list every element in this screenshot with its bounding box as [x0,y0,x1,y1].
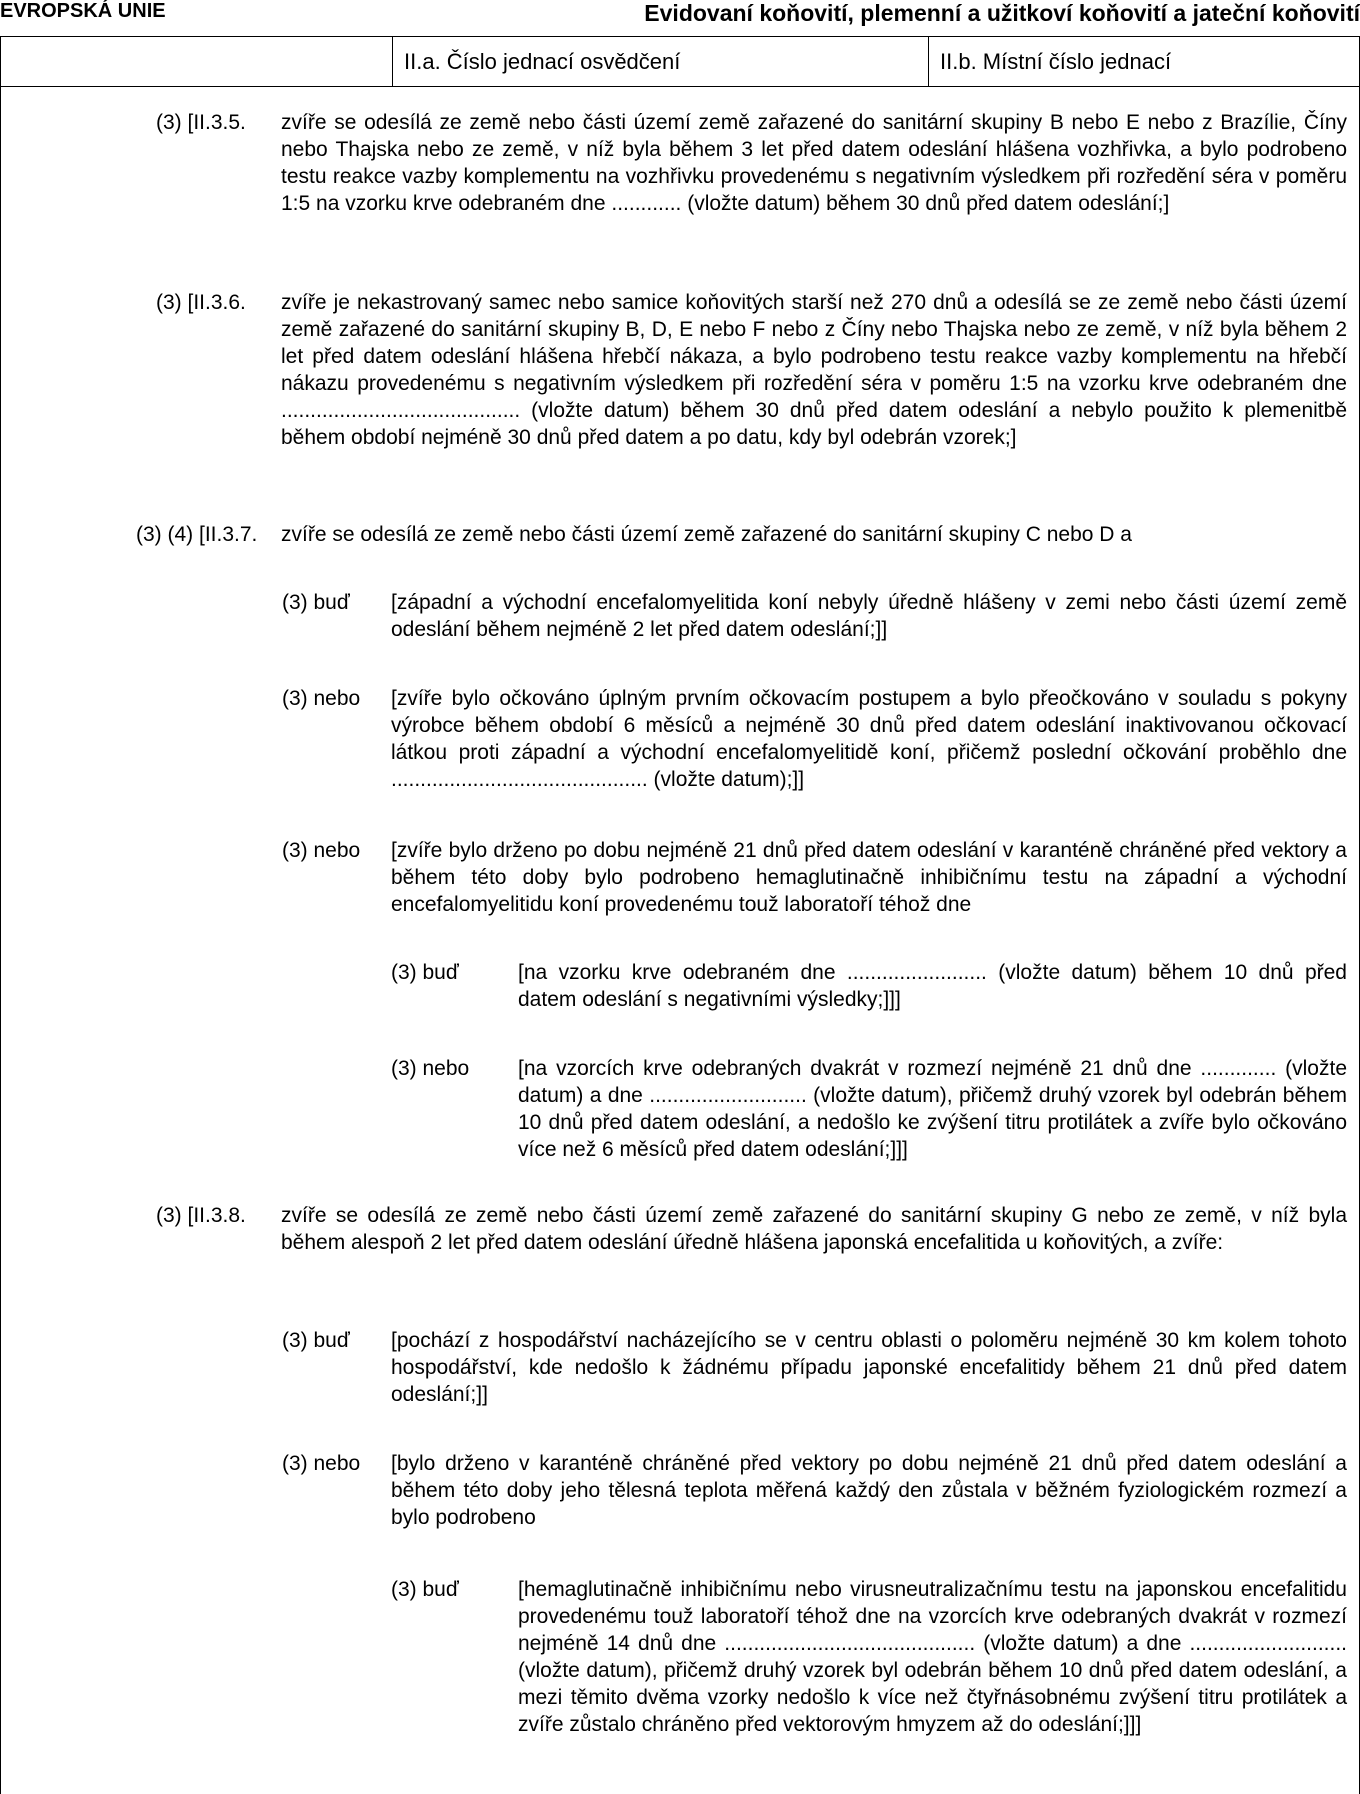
table-divider [928,37,929,87]
section-label: (3) (4) [II.3.7. [136,523,258,546]
option-label: (3) buď [282,591,350,614]
header-right: Evidovaní koňovití, plemenní a užitkoví koňovití a jateční koňovití [644,0,1360,26]
option-label: (3) nebo [391,1057,470,1080]
option-text: [zvíře bylo drženo po dobu nejméně 21 dnů před datem odeslání v karanténě chráněné před vektory a během této doby bylo podrobeno hemaglutinačně inhibičnímu testu na západní a východní encefalomyelitidu koní provedenému touž laboratoří téhož dne [391,839,1347,916]
section-label: (3) [II.3.8. [156,1204,246,1227]
option-text: [západní a východní encefalomyelitida koní nebyly úředně hlášeny v zemi nebo části území země odeslání během nejméně 2 let před datem odeslání;]] [391,591,1347,641]
section-label: (3) [II.3.6. [156,291,246,314]
option-text: [pochází z hospodářství nacházejícího se v centru oblasti o poloměru nejméně 30 km kolem tohoto hospodářství, kde nedošlo k žádnému případu japonské encefalitidy během 21 dnů před datem odeslání;]] [391,1329,1347,1406]
option-text: [na vzorcích krve odebraných dvakrát v rozmezí nejméně 21 dnů dne ............. (vložte datum) a dne ........................... (vložte datum), přičemž druhý vzorek byl odebrán během 10 dnů před datem odeslání, a nedošlo ke zvýšení titru protilátek a zvíře bylo očkováno více než 6 měsíců před datem odeslání;]]] [518,1057,1347,1161]
reference-table [0,36,1360,87]
option-label: (3) nebo [282,839,361,862]
option-label: (3) buď [391,961,459,984]
option-text: [zvíře bylo očkováno úplným prvním očkovacím postupem a bylo přeočkováno v souladu s pokyny výrobce během období 6 měsíců a nejméně 30 dnů před datem odeslání inaktivovanou očkovací látkou proti západní a východní encefalomyelitidě koní, přičemž poslední očkování proběhlo dne ............................................ (vložte datum);]] [391,687,1347,791]
option-label: (3) nebo [282,1452,361,1475]
local-reference-cell: II.b. Místní číslo jednací [940,49,1172,74]
section-text: zvíře se odesílá ze země nebo části území země zařazené do sanitární skupiny G nebo ze země, v níž byla během alespoň 2 let před datem odeslání úředně hlášena japonská encefalitida u koňovitých, a zvíře: [281,1204,1347,1254]
option-label: (3) nebo [282,687,361,710]
header-left: EVROPSKÁ UNIE [0,0,166,22]
section-text: zvíře je nekastrovaný samec nebo samice koňovitých starší než 270 dnů a odesílá se ze země nebo části území země zařazené do sanitární skupiny B, D, E nebo F nebo z Číny nebo Thajska nebo ze země, v níž byla během 2 let před datem odeslání hlášena hřebčí nákaza, a bylo podrobeno testu reakce vazby komplementu na hřebčí nákazu provedenému s negativním výsledkem při rozředění séra v poměru 1:5 na vzorku krve odebraném dne ......................................... (vložte datum) během 30 dnů před datem odeslání a nebylo použito k plemenitbě během období nejméně 30 dnů před datem a po datu, kdy byl odebrán vzorek;] [281,291,1347,449]
option-label: (3) buď [391,1578,459,1601]
option-text: [bylo drženo v karanténě chráněné před vektory po dobu nejméně 21 dnů před datem odeslání a během této doby jeho tělesná teplota měřená každý den zůstala v běžném fyziologickém rozmezí a bylo podrobeno [391,1452,1347,1529]
option-label: (3) buď [282,1329,350,1352]
section-label: (3) [II.3.5. [156,111,246,134]
option-text: [na vzorku krve odebraném dne ........................ (vložte datum) během 10 dnů před datem odeslání s negativními výsledky;]]] [518,961,1347,1011]
section-text: zvíře se odesílá ze země nebo části území země zařazené do sanitární skupiny C nebo D a [281,523,1132,546]
section-text: zvíře se odesílá ze země nebo části území země zařazené do sanitární skupiny B nebo E nebo z Brazílie, Číny nebo Thajska nebo ze země, v níž byla během 3 let před datem odeslání hlášena vozhřivka, a bylo podrobeno testu reakce vazby komplementu na vozhřivku provedenému s negativním výsledkem při rozředění séra v poměru 1:5 na vzorku krve odebraném dne ............ (vložte datum) během 30 dnů před datem odeslání;] [281,111,1347,215]
option-text: [hemaglutinačně inhibičnímu nebo virusneutralizačnímu testu na japonskou encefalitidu provedenému touž laboratoří téhož dne na vzorcích krve odebraných dvakrát v rozmezí nejméně 14 dnů dne ........................................... (vložte datum) a dne ........................... (vložte datum), přičemž druhý vzorek byl odebrán během 10 dnů před datem odeslání, a mezi těmito dvěma vzorky nedošlo k více než čtyřnásobnému zvýšení titru protilátek a zvíře zůstalo chráněno před vektorovým hmyzem až do odeslání;]]] [518,1578,1347,1736]
table-divider [392,37,393,87]
certificate-reference-cell: II.a. Číslo jednací osvědčení [404,49,681,74]
